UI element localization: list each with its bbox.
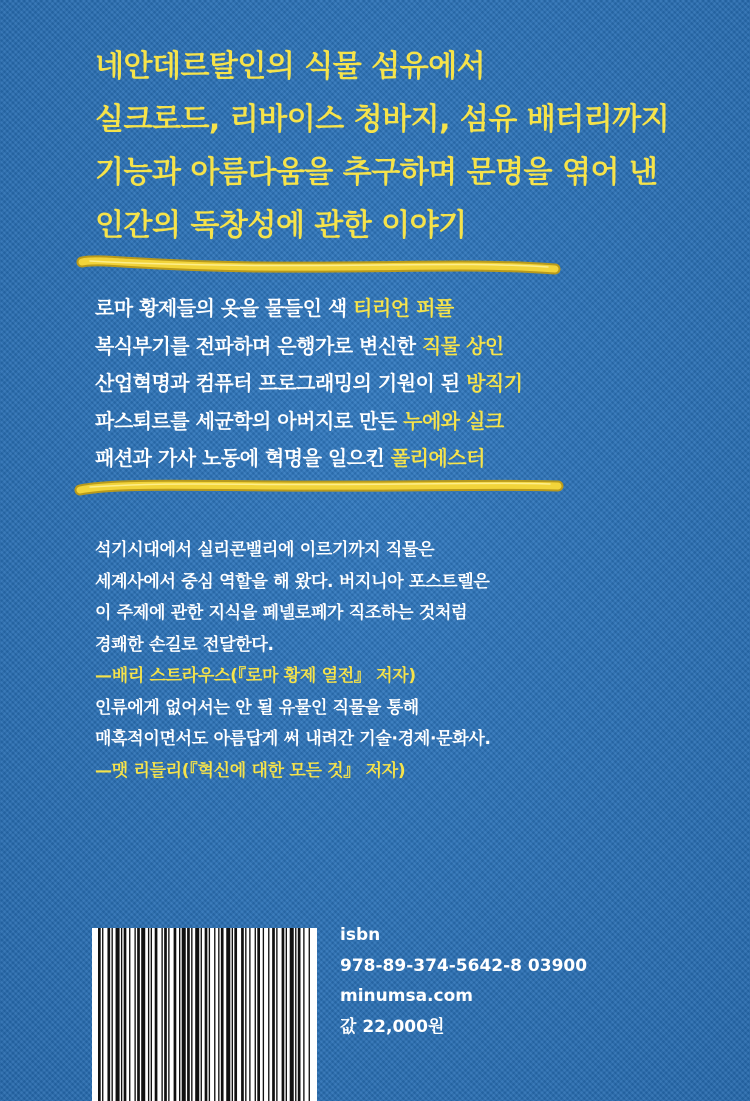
barcode-bar (255, 928, 256, 1101)
barcode-bar (134, 928, 135, 1101)
barcode-bar (191, 928, 192, 1101)
barcode-bar (182, 928, 186, 1101)
feature-highlight: 직물 상인 (421, 333, 504, 358)
barcode-bar (164, 928, 167, 1101)
feature-line (95, 328, 735, 366)
barcode-bar (98, 928, 101, 1101)
headline-line: 네안데르탈인의 식물 섬유에서 (95, 49, 486, 84)
barcode-bar (309, 928, 310, 1101)
isbn-label: isbn (340, 925, 381, 945)
feature-text: 복식부기를 전파하며 은행가로 변신한 (95, 333, 422, 358)
blurb-line: 매혹적이면서도 아름답게 써 내려간 기술·경제·문화사. (95, 729, 491, 749)
feature-highlight: 폴리에스터 (390, 446, 485, 470)
barcode-bar (161, 928, 162, 1101)
barcode-bar (148, 928, 149, 1101)
barcode (92, 928, 317, 1101)
blurb-attribution: —맷 리들리(『혁신에 대한 모든 것』 저자) (95, 760, 406, 781)
barcode-bar (137, 928, 140, 1101)
barcode-bars (92, 928, 317, 1101)
barcode-bar (282, 928, 285, 1101)
barcode-bar (245, 928, 246, 1101)
barcode-bar (201, 928, 202, 1101)
book-info (340, 920, 720, 1042)
barcode-bar (155, 928, 158, 1101)
isbn-number: 978-89-374-5642-8 03900 (340, 955, 588, 976)
headline-line: 기능과 아름다움을 추구하며 문명을 엮어 낸 (95, 155, 658, 190)
feature-text: 패션과 가사 노동에 혁명을 일으킨 (95, 446, 391, 470)
barcode-bar (116, 928, 120, 1101)
barcode-bar (209, 928, 210, 1101)
barcode-bar (102, 928, 103, 1101)
barcode-bar (226, 928, 230, 1101)
price: 값 22,000원 (340, 1016, 445, 1037)
barcode-bar (112, 928, 113, 1101)
feature-line (95, 290, 735, 328)
feature-text: 파스퇴르를 세균학의 아버지로 만든 (95, 408, 404, 433)
barcode-bar (141, 928, 145, 1101)
yellow-thread-divider-bottom (0, 468, 750, 508)
barcode-bar (107, 928, 110, 1101)
publisher-website: minumsa.com (340, 986, 473, 1006)
barcode-bar (218, 928, 219, 1101)
feature-highlight: 티리언 퍼플 (353, 296, 454, 320)
barcode-bar (263, 928, 264, 1101)
feature-highlight: 방직기 (466, 371, 523, 395)
barcode-bar (272, 928, 275, 1101)
barcode-bar (290, 928, 294, 1101)
barcode-bar (257, 928, 260, 1101)
barcode-bar (205, 928, 208, 1101)
barcode-bar (121, 928, 122, 1101)
barcode-bar (168, 928, 169, 1101)
barcode-bar (174, 928, 177, 1101)
blurb-attribution: —배리 스트라우스(『로마 황제 열전』 저자) (95, 666, 416, 686)
barcode-bar (303, 928, 304, 1101)
feature-text: 산업혁명과 컴퓨터 프로그래밍의 기원이 된 (95, 371, 467, 395)
blurb-line: 경쾌한 손길로 전달한다. (95, 634, 274, 655)
barcode-bar (195, 928, 199, 1101)
feature-highlight: 누에와 실크 (403, 408, 504, 433)
barcode-bar (241, 928, 244, 1101)
barcode-bar (268, 928, 269, 1101)
barcode-bar (232, 928, 233, 1101)
review-blurbs (95, 535, 735, 787)
barcode-bar (286, 928, 287, 1101)
barcode-bar (298, 928, 301, 1101)
feature-line (95, 365, 735, 403)
yellow-thread-divider-top (0, 250, 750, 290)
barcode-bar (124, 928, 127, 1101)
feature-text: 로마 황제들의 옷을 물들인 색 (95, 296, 354, 320)
blurb-line: 인류에게 없어서는 안 될 유물인 직물을 통해 (95, 697, 419, 718)
barcode-bar (276, 928, 277, 1101)
barcode-bar (151, 928, 152, 1101)
blurb-line: 석기시대에서 실리콘밸리에 이르기까지 직물은 (95, 540, 435, 560)
barcode-bar (129, 928, 130, 1101)
headline (95, 40, 735, 252)
barcode-bar (214, 928, 215, 1101)
headline-line: 인간의 독창성에 관한 이야기 (95, 208, 467, 243)
feature-line (95, 403, 735, 441)
features-list (95, 290, 735, 478)
barcode-bar (187, 928, 190, 1101)
blurb-line: 이 주제에 관한 지식을 페넬로페가 직조하는 것처럼 (95, 603, 468, 623)
barcode-bar (179, 928, 180, 1101)
barcode-bar (221, 928, 224, 1101)
headline-line: 실크로드, 리바이스 청바지, 섬유 배터리까지 (95, 102, 670, 137)
blurb-line: 세계사에서 중심 역할을 해 왔다. 버지니아 포스트렐은 (95, 571, 490, 592)
barcode-bar (234, 928, 237, 1101)
barcode-bar (249, 928, 250, 1101)
barcode-bar (295, 928, 296, 1101)
